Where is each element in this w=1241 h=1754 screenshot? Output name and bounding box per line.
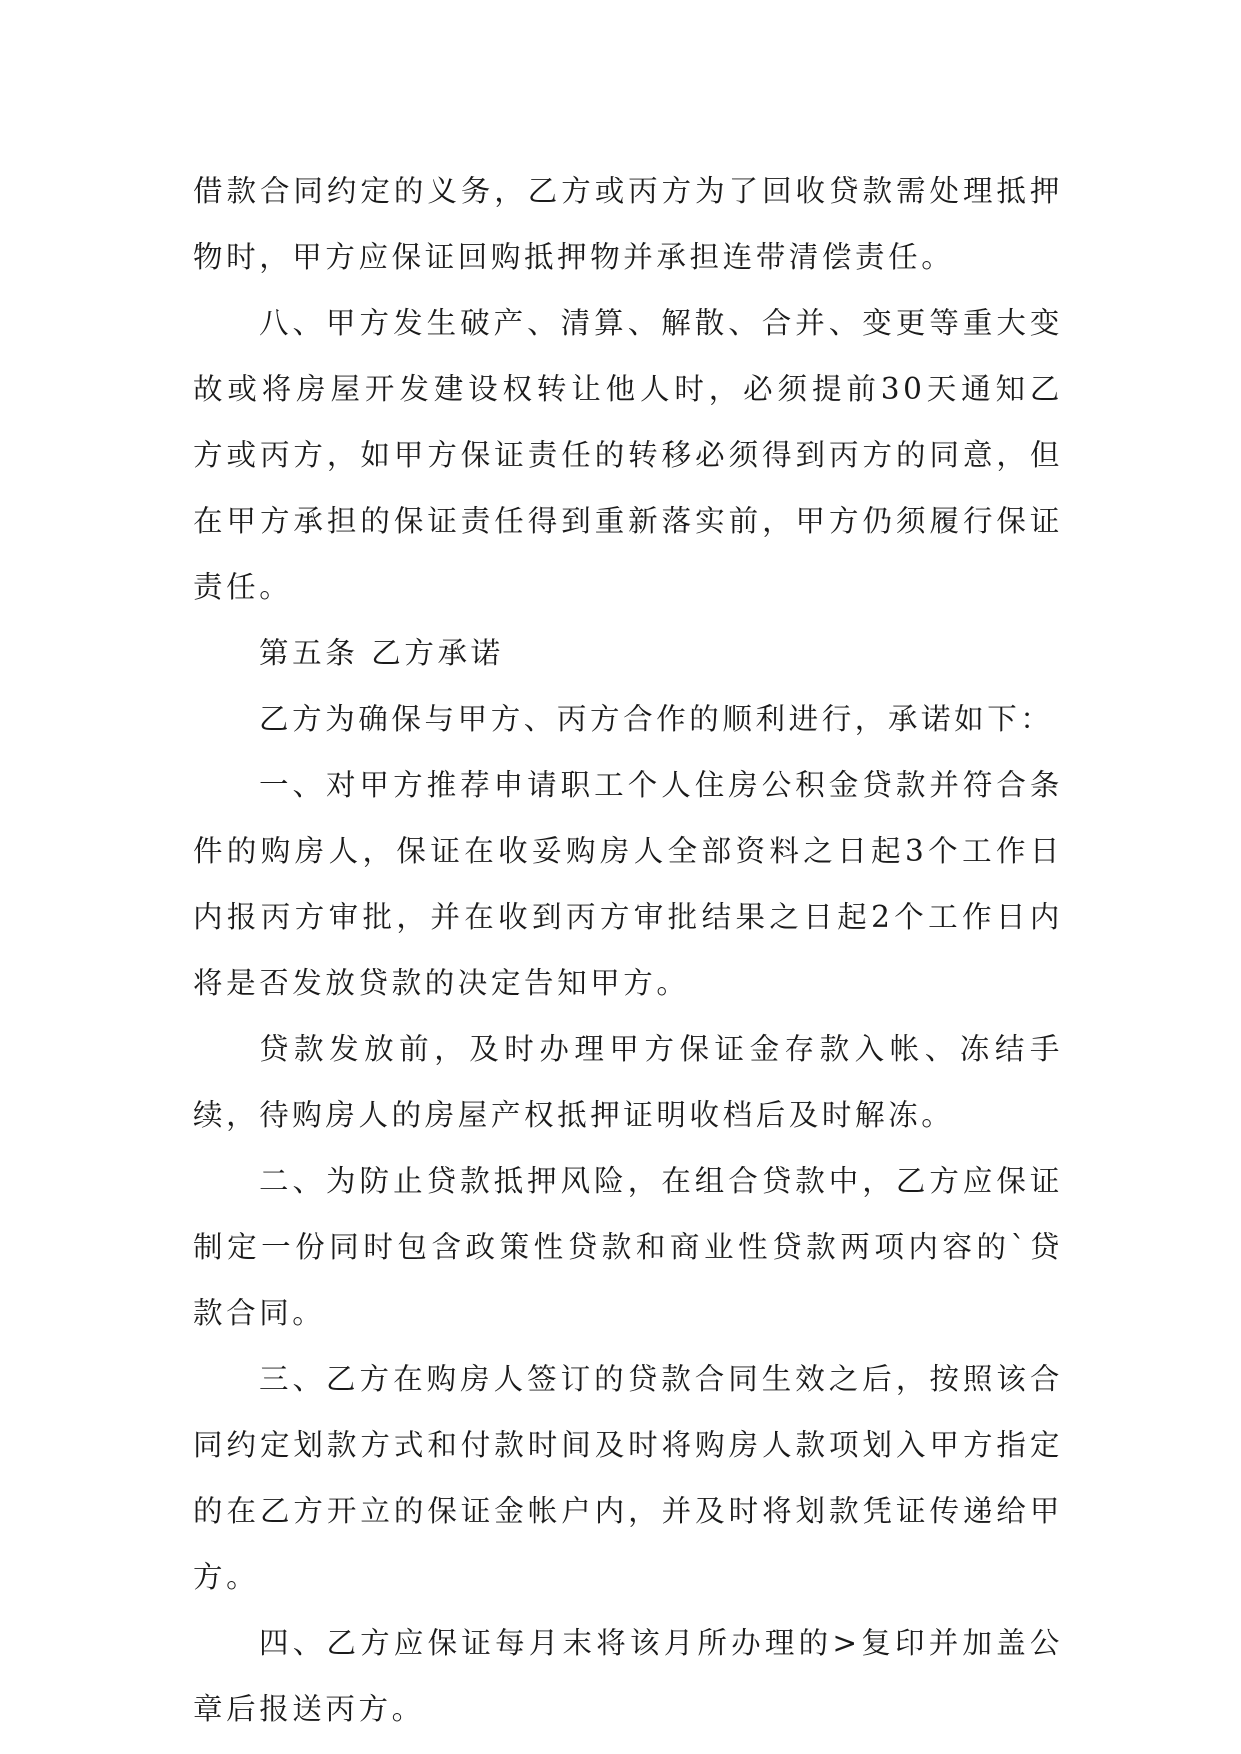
- paragraph-item-1-sub: 贷款发放前，及时办理甲方保证金存款入帐、冻结手续，待购房人的房屋产权抵押证明收档后及时解冻。: [193, 1032, 1063, 1132]
- paragraph-item-1: 一、对甲方推荐申请职工个人住房公积金贷款并符合条件的购房人，保证在收妥购房人全部资料之日起3个工作日内报丙方审批，并在收到丙方审批结果之日起2个工作日内将是否发放贷款的决定告知甲方。: [193, 768, 1063, 1000]
- document-body: [193, 158, 1063, 1742]
- paragraph-item-3: 三、乙方在购房人签订的贷款合同生效之后，按照该合同约定划款方式和付款时间及时将购房人款项划入甲方指定的在乙方开立的保证金帐户内，并及时将划款凭证传递给甲方。: [193, 1362, 1063, 1594]
- paragraph-continuation: 借款合同约定的义务，乙方或丙方为了回收贷款需处理抵押物时，甲方应保证回购抵押物并承担连带清偿责任。: [193, 174, 1063, 274]
- paragraph-clause-8: 八、甲方发生破产、清算、解散、合并、变更等重大变故或将房屋开发建设权转让他人时，必须提前30天通知乙方或丙方，如甲方保证责任的转移必须得到丙方的同意，但在甲方承担的保证责任得到重新落实前，甲方仍须履行保证责任。: [193, 306, 1063, 604]
- paragraph-item-4: 四、乙方应保证每月末将该月所办理的>复印并加盖公章后报送丙方。: [193, 1626, 1063, 1726]
- paragraph-intro: 乙方为确保与甲方、丙方合作的顺利进行，承诺如下：: [259, 702, 1054, 736]
- section-heading-article-5: 第五条 乙方承诺: [259, 636, 504, 670]
- paragraph-item-2: 二、为防止贷款抵押风险，在组合贷款中，乙方应保证制定一份同时包含政策性贷款和商业性贷款两项内容的`贷款合同。: [193, 1164, 1063, 1330]
